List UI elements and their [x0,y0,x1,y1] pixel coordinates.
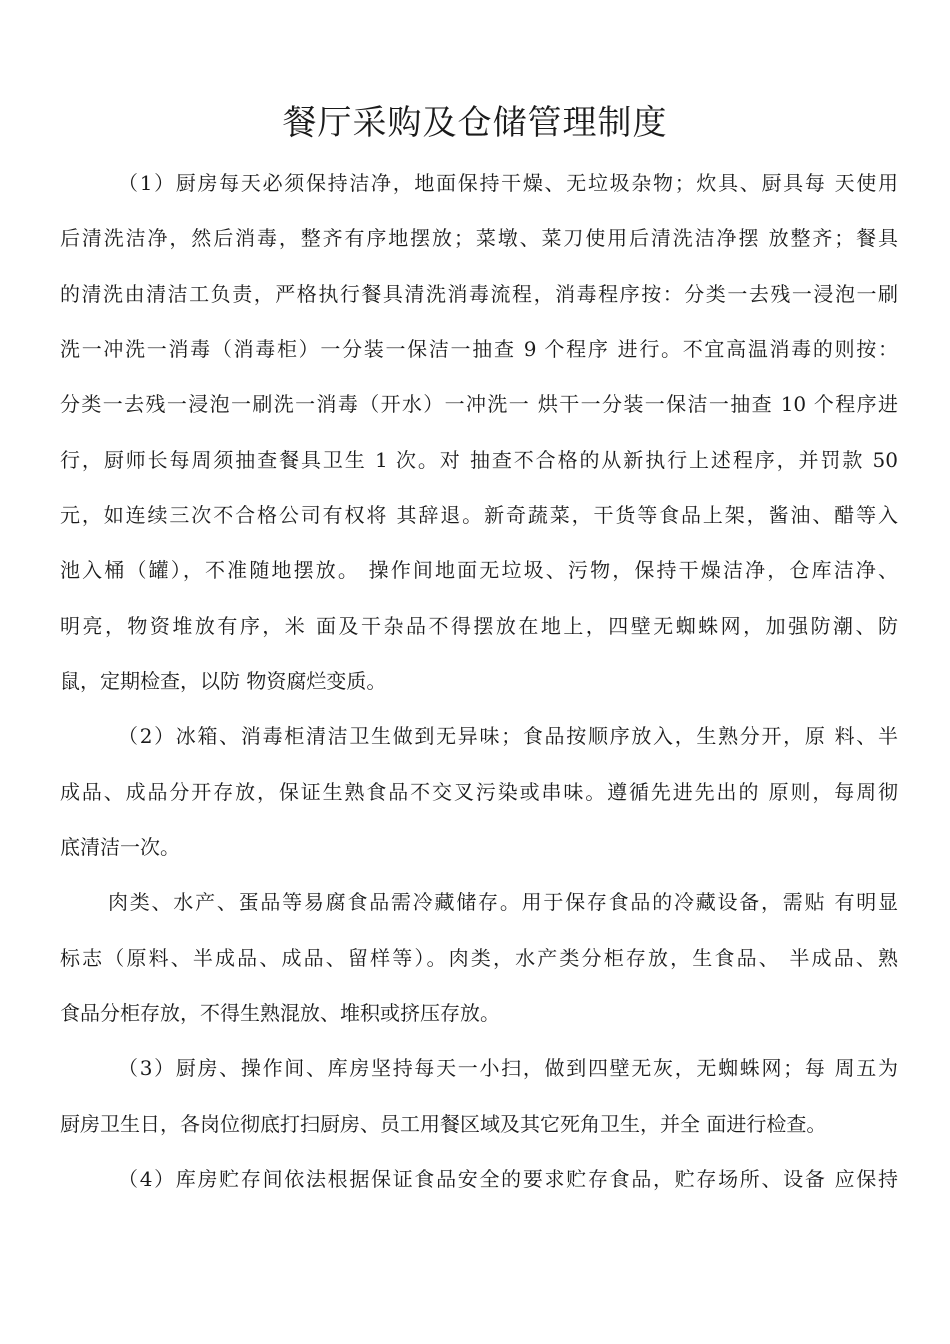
paragraph-4-line-2: 厨房卫生日，各岗位彻底打扫厨房、员工用餐区域及其它死角卫生，并全 面进行检查。 [60,1112,827,1136]
paragraph-2-line-1: （2）冰箱、消毒柜清洁卫生做到无异味；食品按顺序放入，生熟分开，原 料、半 [118,724,898,748]
paragraph-3-line-2: 标志（原料、半成品、成品、留样等）。肉类，水产类分柜存放，生食品、 半成品、熟 [60,946,898,970]
paragraph-1-line-2: 后清洗洁净，然后消毒，整齐有序地摆放；菜墩、菜刀使用后清洗洁净摆 放整齐；餐具 [60,226,898,250]
paragraph-1-line-1: （1）厨房每天必须保持洁净，地面保持干燥、无垃圾杂物；炊具、厨具每 天使用 [118,171,898,195]
paragraph-2-line-3: 底清洁一次。 [60,835,180,859]
paragraph-1-line-7: 元，如连续三次不合格公司有权将 其辞退。新奇蔬菜，干货等食品上架，酱油、醋等入 [60,503,898,527]
paragraph-5-line-1: （4）库房贮存间依法根据保证食品安全的要求贮存食品，贮存场所、设备 应保持 [118,1167,898,1191]
paragraph-1-line-4: 洗一冲洗一消毒（消毒柜）一分装一保洁一抽查 9 个程序 进行。不宜高温消毒的则按： [60,337,898,361]
paragraph-3-line-1: 肉类、水产、蛋品等易腐食品需冷藏储存。用于保存食品的冷藏设备，需贴 有明显 [108,890,898,914]
paragraph-1-line-10: 鼠，定期检查，以防 物资腐烂变质。 [60,669,387,693]
paragraph-1-line-5: 分类一去残一浸泡一刷洗一消毒（开水）一冲洗一 烘干一分装一保洁一抽查 10 个程序进 [60,392,898,416]
paragraph-1-line-3: 的清洗由清洁工负责，严格执行餐具清洗消毒流程，消毒程序按：分类一去残一浸泡一刷 [60,282,898,306]
paragraph-1-line-6: 行，厨师长每周须抽查餐具卫生 1 次。对 抽查不合格的从新执行上述程序，并罚款 50 [60,448,898,472]
document-title: 餐厅采购及仓储管理制度 [282,102,668,143]
paragraph-1-line-8: 池入桶（罐），不准随地摆放。 操作间地面无垃圾、污物，保持干燥洁净，仓库洁净、 [60,558,898,582]
paragraph-4-line-1: （3）厨房、操作间、库房坚持每天一小扫，做到四壁无灰，无蜘蛛网；每 周五为 [118,1056,898,1080]
paragraph-1-line-9: 明亮，物资堆放有序，米 面及干杂品不得摆放在地上，四壁无蜘蛛网，加强防潮、防 [60,614,898,638]
paragraph-3-line-3: 食品分柜存放，不得生熟混放、堆积或挤压存放。 [60,1001,500,1025]
paragraph-2-line-2: 成品、成品分开存放，保证生熟食品不交叉污染或串味。遵循先进先出的 原则，每周彻 [60,780,898,804]
